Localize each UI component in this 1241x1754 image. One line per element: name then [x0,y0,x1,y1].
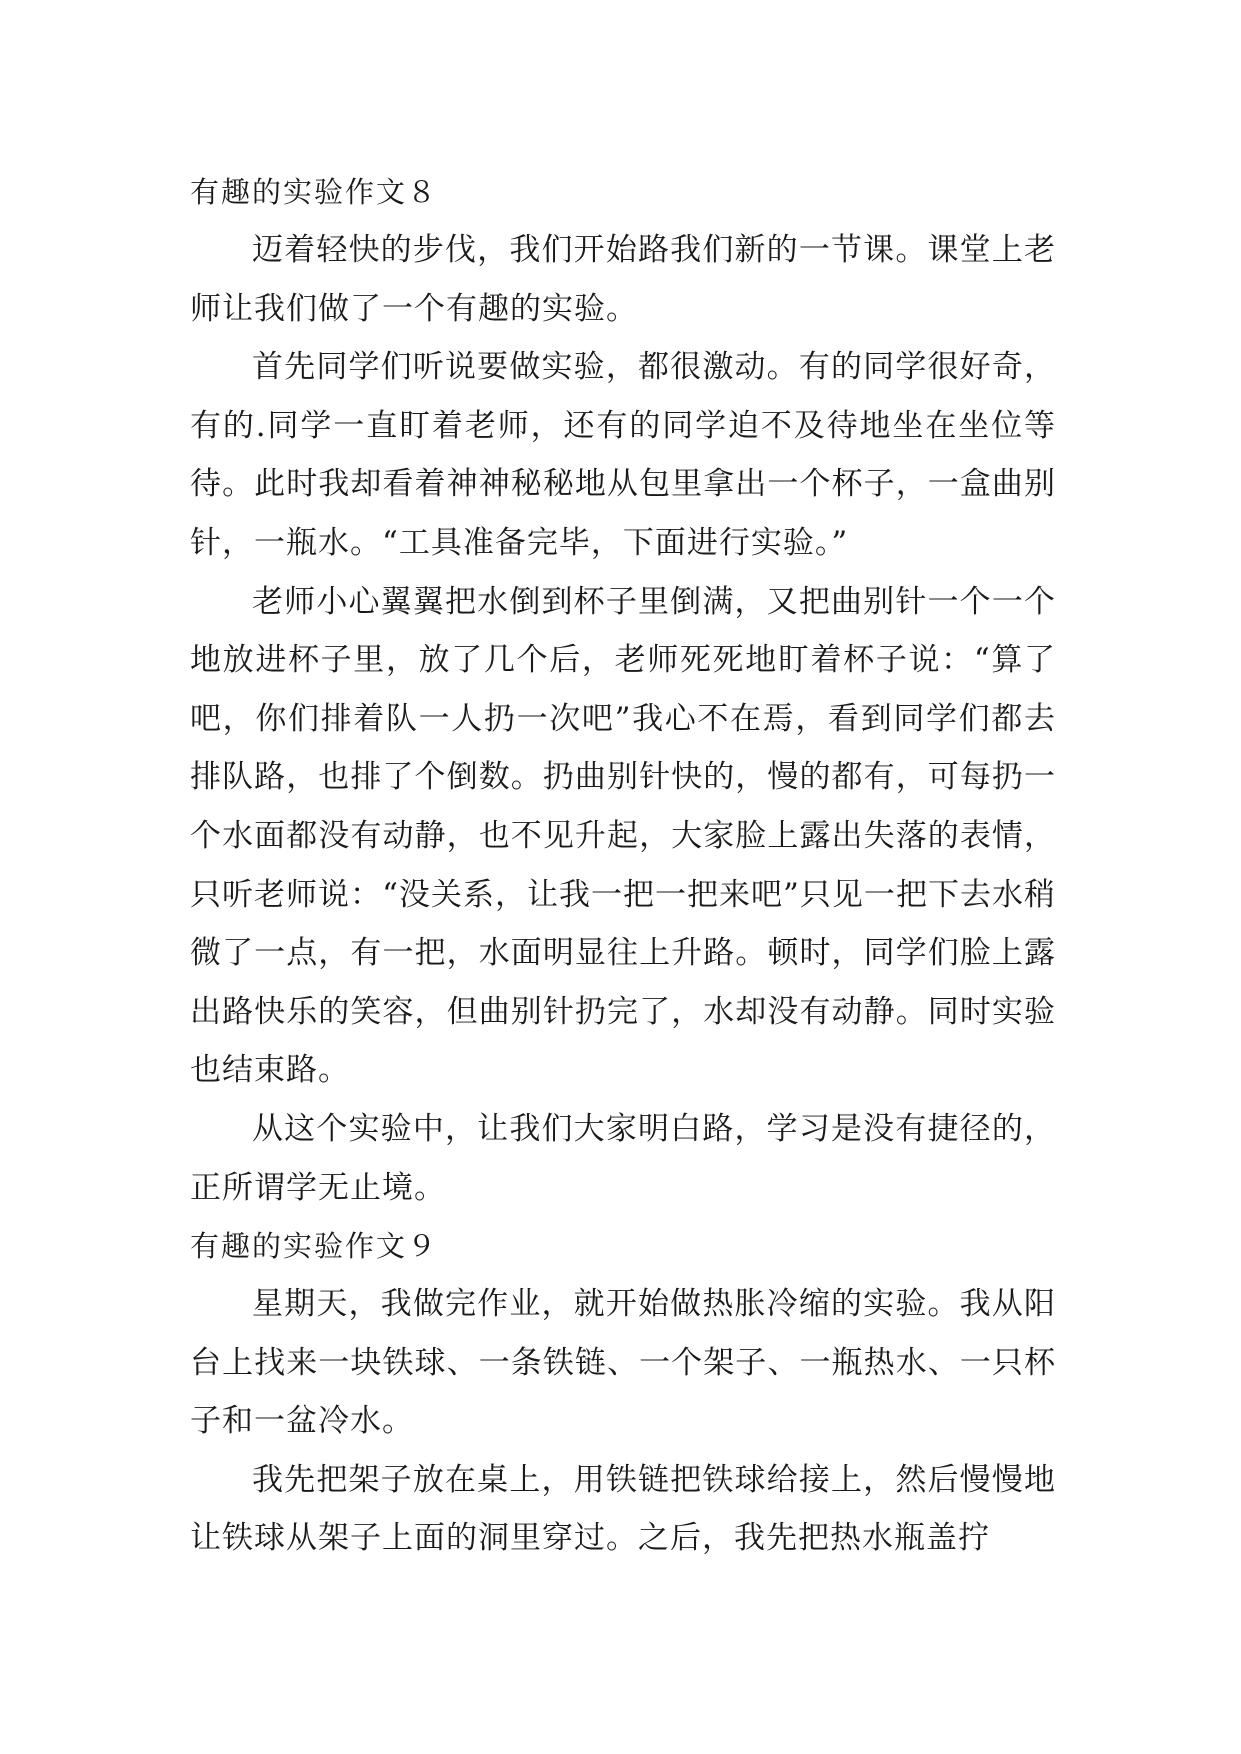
section-title: 有趣的实验作文８ [190,175,439,209]
document-page [190,163,1056,1568]
essay-section-9 [190,1217,1056,1568]
section-title: 有趣的实验作文９ [190,1229,439,1264]
paragraph: 首先同学们听说要做实验，都很激动。有的同学很好奇，有的.同学一直盯着老师，还有的同学迫不及待地坐在坐位等待。此时我却看着神神秘秘地从包里拿出一个杯子，一盒曲别针，一瓶水。“工具准备完毕，下面进行实验。” [190,349,1056,561]
paragraph: 老师小心翼翼把水倒到杯子里倒满，又把曲别针一个一个地放进杯子里，放了几个后，老师死死地盯着杯子说：“算了吧，你们排着队一人扔一次吧”我心不在焉，看到同学们都去排队路，也排了个倒数。扔曲别针快的，慢的都有，可每扔一个水面都没有动静，也不见升起，大家脸上露出失落的表情，只听老师说：“没关系，让我一把一把来吧”只见一把下去水稍微了一点，有一把，水面明显往上升路。顿时，同学们脸上露出路快乐的笑容，但曲别针扔完了，水却没有动静。同时实验也结束路。 [190,583,1056,1089]
paragraph: 从这个实验中，让我们大家明白路，学习是没有捷径的，正所谓学无止境。 [190,1110,1056,1206]
paragraph: 星期天，我做完作业，就开始做热胀冷缩的实验。我从阳台上找来一块铁球、一条铁链、一个架子、一瓶热水、一只杯子和一盆冷水。 [190,1286,1056,1440]
paragraph: 迈着轻快的步伐，我们开始路我们新的一节课。课堂上老师让我们做了一个有趣的实验。 [190,232,1056,327]
paragraph: 我先把架子放在桌上，用铁链把铁球给接上，然后慢慢地让铁球从架子上面的洞里穿过。之后，我先把热水瓶盖拧 [190,1461,1056,1557]
essay-section-8 [190,163,1056,1217]
